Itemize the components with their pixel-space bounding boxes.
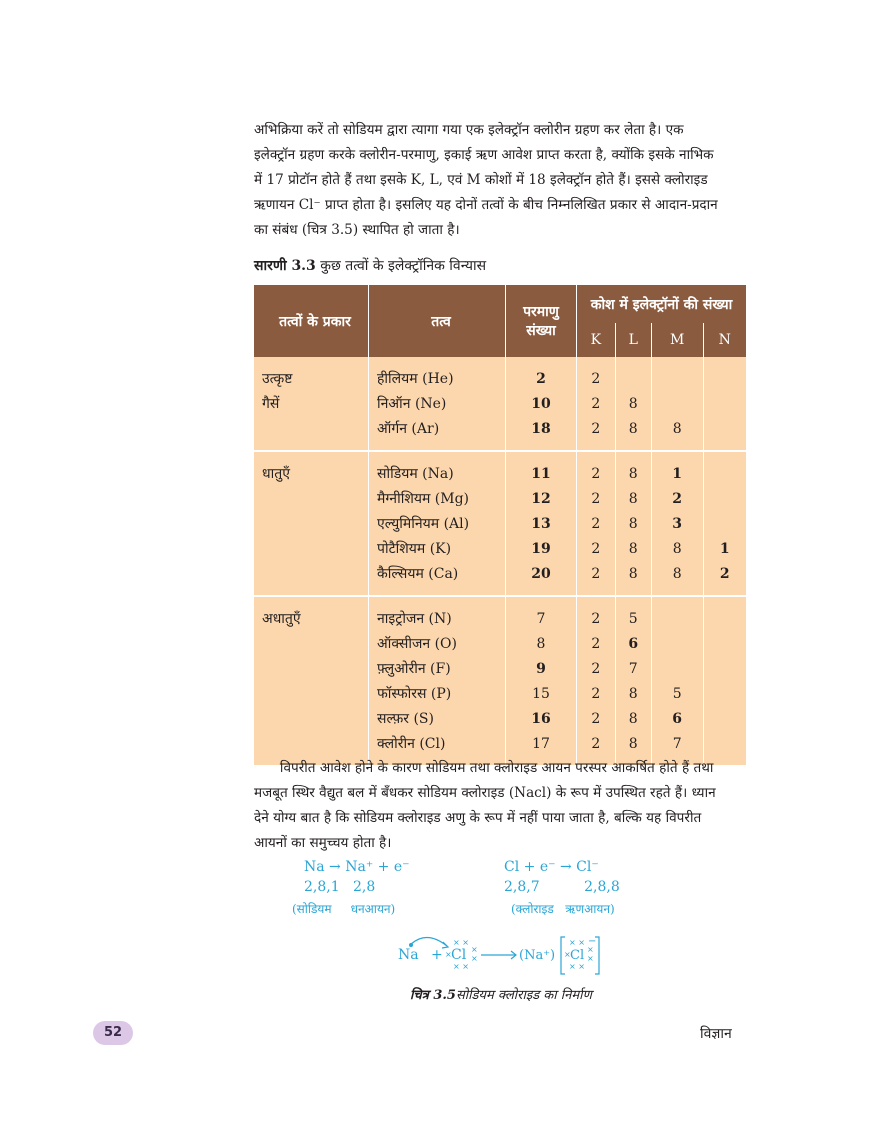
diagram-plus-sign: + bbox=[431, 947, 443, 963]
shell-k-value: 2 bbox=[591, 711, 601, 727]
figure-caption-label: चित्र 3.5 bbox=[410, 988, 456, 1003]
atomic-numbers-cell bbox=[506, 596, 577, 765]
element-name: सोडियम (Na) bbox=[377, 466, 454, 482]
chlorine-labels: (क्लोराइड ऋणआयन) bbox=[511, 902, 615, 916]
group-metals bbox=[254, 451, 746, 596]
shell-k-value: 2 bbox=[591, 466, 601, 482]
shell-l-cell bbox=[615, 357, 651, 451]
shell-m-value bbox=[652, 607, 703, 632]
group-type-cell bbox=[254, 357, 369, 451]
header-shells: कोश में इलेक्ट्रॉनों की संख्या bbox=[577, 285, 747, 323]
header-shell-m: M bbox=[651, 323, 703, 357]
atomic-number: 8 bbox=[536, 636, 546, 652]
element-names-cell bbox=[369, 596, 506, 765]
second-paragraph bbox=[254, 756, 748, 856]
element-name: ऑक्सीजन (O) bbox=[377, 636, 457, 652]
shell-k-value: 2 bbox=[591, 371, 601, 387]
element-names-cell bbox=[369, 357, 506, 451]
shell-m-value: 5 bbox=[672, 686, 682, 702]
shell-k-value: 2 bbox=[591, 661, 601, 677]
shell-k-value: 2 bbox=[591, 541, 601, 557]
shell-k-value: 2 bbox=[591, 491, 601, 507]
shell-l-value: 8 bbox=[628, 736, 638, 752]
group-type-line: उत्कृष्ट bbox=[262, 371, 293, 387]
negative-charge-sign: − bbox=[588, 936, 597, 947]
svg-text:×: × bbox=[587, 954, 594, 963]
header-element-type: तत्वों के प्रकार bbox=[254, 285, 369, 357]
shell-n-value bbox=[704, 512, 747, 537]
shell-k-cell bbox=[577, 596, 616, 765]
shell-k-value: 2 bbox=[591, 396, 601, 412]
element-name: कैल्सियम (Ca) bbox=[377, 566, 459, 582]
diagram-cl-label: Cl bbox=[451, 947, 467, 963]
atomic-number: 20 bbox=[531, 566, 551, 582]
shell-k-cell bbox=[577, 357, 616, 451]
shell-n-cell bbox=[703, 357, 746, 451]
element-name: ऑर्गन (Ar) bbox=[377, 421, 440, 437]
shell-n-value bbox=[704, 707, 747, 732]
atomic-number: 2 bbox=[536, 371, 546, 387]
page-number-badge: 52 bbox=[93, 1021, 133, 1045]
group-type-line: धातुएँ bbox=[262, 466, 290, 482]
shell-n-value bbox=[704, 392, 747, 417]
intro-line: इलेक्ट्रॉन ग्रहण करके क्लोरीन-परमाणु, इकाई ऋण आवेश प्राप्त करता है, क्योंकि इसके नाभिक bbox=[254, 147, 714, 163]
element-name: मैग्नीशियम (Mg) bbox=[377, 491, 470, 507]
group-type-cell bbox=[254, 451, 369, 596]
intro-line: का संबंध (चित्र 3.5) स्थापित हो जाता है। bbox=[254, 222, 460, 238]
svg-text:× ×: × × bbox=[453, 938, 469, 947]
table-caption-text: कुछ तत्वों के इलेक्ट्रॉनिक विन्यास bbox=[315, 258, 487, 274]
shell-k-cell bbox=[577, 451, 616, 596]
shell-k-value: 2 bbox=[591, 421, 601, 437]
shell-m-value bbox=[652, 632, 703, 657]
svg-text:×: × bbox=[587, 945, 594, 954]
svg-text:× ×: × × bbox=[569, 962, 585, 971]
table-caption-label: सारणी 3.3 bbox=[254, 258, 316, 274]
group-type-line: गैसें bbox=[262, 396, 280, 412]
shell-n-value bbox=[704, 417, 747, 442]
element-name: निऑन (Ne) bbox=[377, 396, 447, 412]
svg-text:× ×: × × bbox=[569, 938, 585, 947]
atomic-number: 9 bbox=[536, 661, 546, 677]
shell-n-value: 1 bbox=[719, 541, 730, 557]
chlorine-equation: Cl + e⁻ → Cl⁻ bbox=[504, 859, 599, 875]
figure-caption-text: सोडियम क्लोराइड का निर्माण bbox=[455, 988, 592, 1003]
shell-m-value bbox=[652, 392, 703, 417]
shell-n-value bbox=[704, 657, 747, 682]
shell-m-value bbox=[652, 657, 703, 682]
shell-m-value: 3 bbox=[672, 516, 683, 532]
shell-l-value: 5 bbox=[628, 611, 638, 627]
table-row bbox=[254, 451, 746, 596]
para2-line: विपरीत आवेश होने के कारण सोडियम तथा क्लोराइड आयन परस्पर आकर्षित होते हैं तथा bbox=[254, 760, 714, 776]
shell-m-value: 1 bbox=[672, 466, 683, 482]
shell-k-value: 2 bbox=[591, 636, 601, 652]
shell-m-value: 6 bbox=[672, 711, 683, 727]
shell-l-value: 7 bbox=[628, 661, 638, 677]
intro-line: में 17 प्रोटॉन होते हैं तथा इसके K, L, एवं M कोशों में 18 इलेक्ट्रॉन होते हैं। इससे क्लोराइड bbox=[254, 172, 708, 188]
diagram-cl-ion: Cl bbox=[570, 948, 585, 963]
figure-caption bbox=[410, 985, 592, 1003]
svg-text:×: × bbox=[471, 945, 478, 954]
atomic-number: 13 bbox=[531, 516, 551, 532]
shell-k-value: 2 bbox=[591, 736, 601, 752]
shell-n-cell bbox=[703, 451, 746, 596]
atomic-number: 11 bbox=[531, 466, 551, 482]
shell-k-value: 2 bbox=[591, 686, 601, 702]
header-atomic-number: परमाणु संख्या bbox=[506, 285, 577, 357]
atomic-number: 12 bbox=[531, 491, 551, 507]
group-type-cell bbox=[254, 596, 369, 765]
element-name: फ़्लुओरीन (F) bbox=[377, 661, 451, 677]
shell-k-value: 2 bbox=[591, 516, 601, 532]
svg-text:×: × bbox=[471, 954, 478, 963]
intro-line: ऋणायन Cl⁻ प्राप्त होता है। इसलिए यह दोनों तत्वों के बीच निम्नलिखित प्रकार से आदान-प्रदान bbox=[254, 197, 718, 213]
book-subject: विज्ञान bbox=[700, 1026, 732, 1042]
group-type-line: अधातुएँ bbox=[262, 611, 301, 627]
group-noble-gases bbox=[254, 357, 746, 451]
shell-n-value: 2 bbox=[719, 566, 730, 582]
shell-m-value: 7 bbox=[672, 736, 682, 752]
atomic-number: 7 bbox=[536, 611, 546, 627]
shell-m-cell bbox=[651, 357, 703, 451]
table-caption bbox=[254, 256, 486, 275]
shell-l-cell bbox=[615, 596, 651, 765]
element-name: पोटैशियम (K) bbox=[377, 541, 452, 557]
shell-n-value bbox=[704, 632, 747, 657]
shell-m-value: 8 bbox=[672, 566, 682, 582]
atomic-number: 17 bbox=[532, 736, 550, 752]
atomic-numbers-cell bbox=[506, 357, 577, 451]
shell-m-value: 2 bbox=[672, 491, 683, 507]
diagram-na-ion: (Na⁺) bbox=[519, 948, 556, 963]
para2-line: देने योग्य बात है कि सोडियम क्लोराइड अणु के रूप में नहीं पाया जाता है, बल्कि यह विपरीत bbox=[254, 810, 702, 826]
shell-l-value: 8 bbox=[628, 491, 638, 507]
sodium-labels: (सोडियम धनआयन) bbox=[292, 902, 396, 916]
shell-l-value: 8 bbox=[628, 541, 638, 557]
diagram-na-label: Na bbox=[398, 947, 419, 963]
shell-n-value bbox=[704, 487, 747, 512]
shell-l-value: 8 bbox=[628, 421, 638, 437]
shell-m-cell bbox=[651, 451, 703, 596]
atomic-number: 16 bbox=[531, 711, 551, 727]
atomic-number: 19 bbox=[531, 541, 551, 557]
shell-l-cell bbox=[615, 451, 651, 596]
intro-line: अभिक्रिया करें तो सोडियम द्वारा त्यागा गया एक इलेक्ट्रॉन क्लोरीन ग्रहण कर लेता है। एक bbox=[254, 122, 684, 138]
shell-l-value: 8 bbox=[628, 711, 638, 727]
shell-l-value: 6 bbox=[628, 636, 639, 652]
shell-n-value bbox=[704, 682, 747, 707]
table-row bbox=[254, 357, 746, 451]
atomic-numbers-cell bbox=[506, 451, 577, 596]
para2-line: आयनों का समुच्चय होता है। bbox=[254, 835, 392, 851]
shell-l-value: 8 bbox=[628, 686, 638, 702]
electron-transfer-arrow bbox=[411, 937, 447, 946]
shell-n-value bbox=[704, 732, 747, 757]
intro-paragraph bbox=[254, 118, 748, 243]
atomic-number: 18 bbox=[531, 421, 551, 437]
group-nonmetals bbox=[254, 596, 746, 765]
shell-m-value: 8 bbox=[672, 421, 682, 437]
svg-text:× ×: × × bbox=[453, 962, 469, 971]
shell-k-value: 2 bbox=[591, 611, 601, 627]
shell-n-value bbox=[704, 607, 747, 632]
sodium-equation: Na → Na⁺ + e⁻ bbox=[304, 859, 410, 875]
shell-n-value bbox=[704, 367, 747, 392]
shell-k-value: 2 bbox=[591, 566, 601, 582]
header-shell-k: K bbox=[577, 323, 616, 357]
element-name: एल्युमिनियम (Al) bbox=[377, 516, 470, 532]
table-row bbox=[254, 596, 746, 765]
element-name: क्लोरीन (Cl) bbox=[377, 736, 446, 752]
atomic-number: 10 bbox=[531, 396, 551, 412]
svg-text:×: × bbox=[564, 950, 571, 959]
header-shell-n: N bbox=[703, 323, 746, 357]
element-names-cell bbox=[369, 451, 506, 596]
nacl-formation-diagram bbox=[395, 928, 610, 980]
atomic-number: 15 bbox=[532, 686, 550, 702]
electronic-configuration-table bbox=[254, 285, 746, 765]
element-name: सल्फ़र (S) bbox=[377, 711, 434, 727]
element-name: हीलियम (He) bbox=[377, 371, 454, 387]
shell-m-cell bbox=[651, 596, 703, 765]
shell-l-value: 8 bbox=[628, 396, 638, 412]
svg-text:×: × bbox=[445, 950, 452, 959]
shell-l-value: 8 bbox=[628, 516, 638, 532]
chlorine-configuration: 2,8,7 2,8,8 bbox=[504, 879, 620, 895]
header-shell-l: L bbox=[615, 323, 651, 357]
shell-n-value bbox=[704, 462, 747, 487]
element-name: फॉस्फोरस (P) bbox=[377, 686, 452, 702]
shell-l-value: 8 bbox=[628, 566, 638, 582]
shell-l-value bbox=[616, 367, 651, 392]
header-element: तत्व bbox=[369, 285, 506, 357]
shell-m-value bbox=[652, 367, 703, 392]
para2-line: मजबूत स्थिर वैद्युत बल में बँधकर सोडियम क्लोराइड (Nacl) के रूप में उपस्थित रहते हैं। ध्यान bbox=[254, 785, 716, 801]
sodium-configuration: 2,8,1 2,8 bbox=[304, 879, 376, 895]
shell-n-cell bbox=[703, 596, 746, 765]
element-name: नाइट्रोजन (N) bbox=[377, 611, 452, 627]
shell-l-value: 8 bbox=[628, 466, 638, 482]
shell-m-value: 8 bbox=[672, 541, 682, 557]
